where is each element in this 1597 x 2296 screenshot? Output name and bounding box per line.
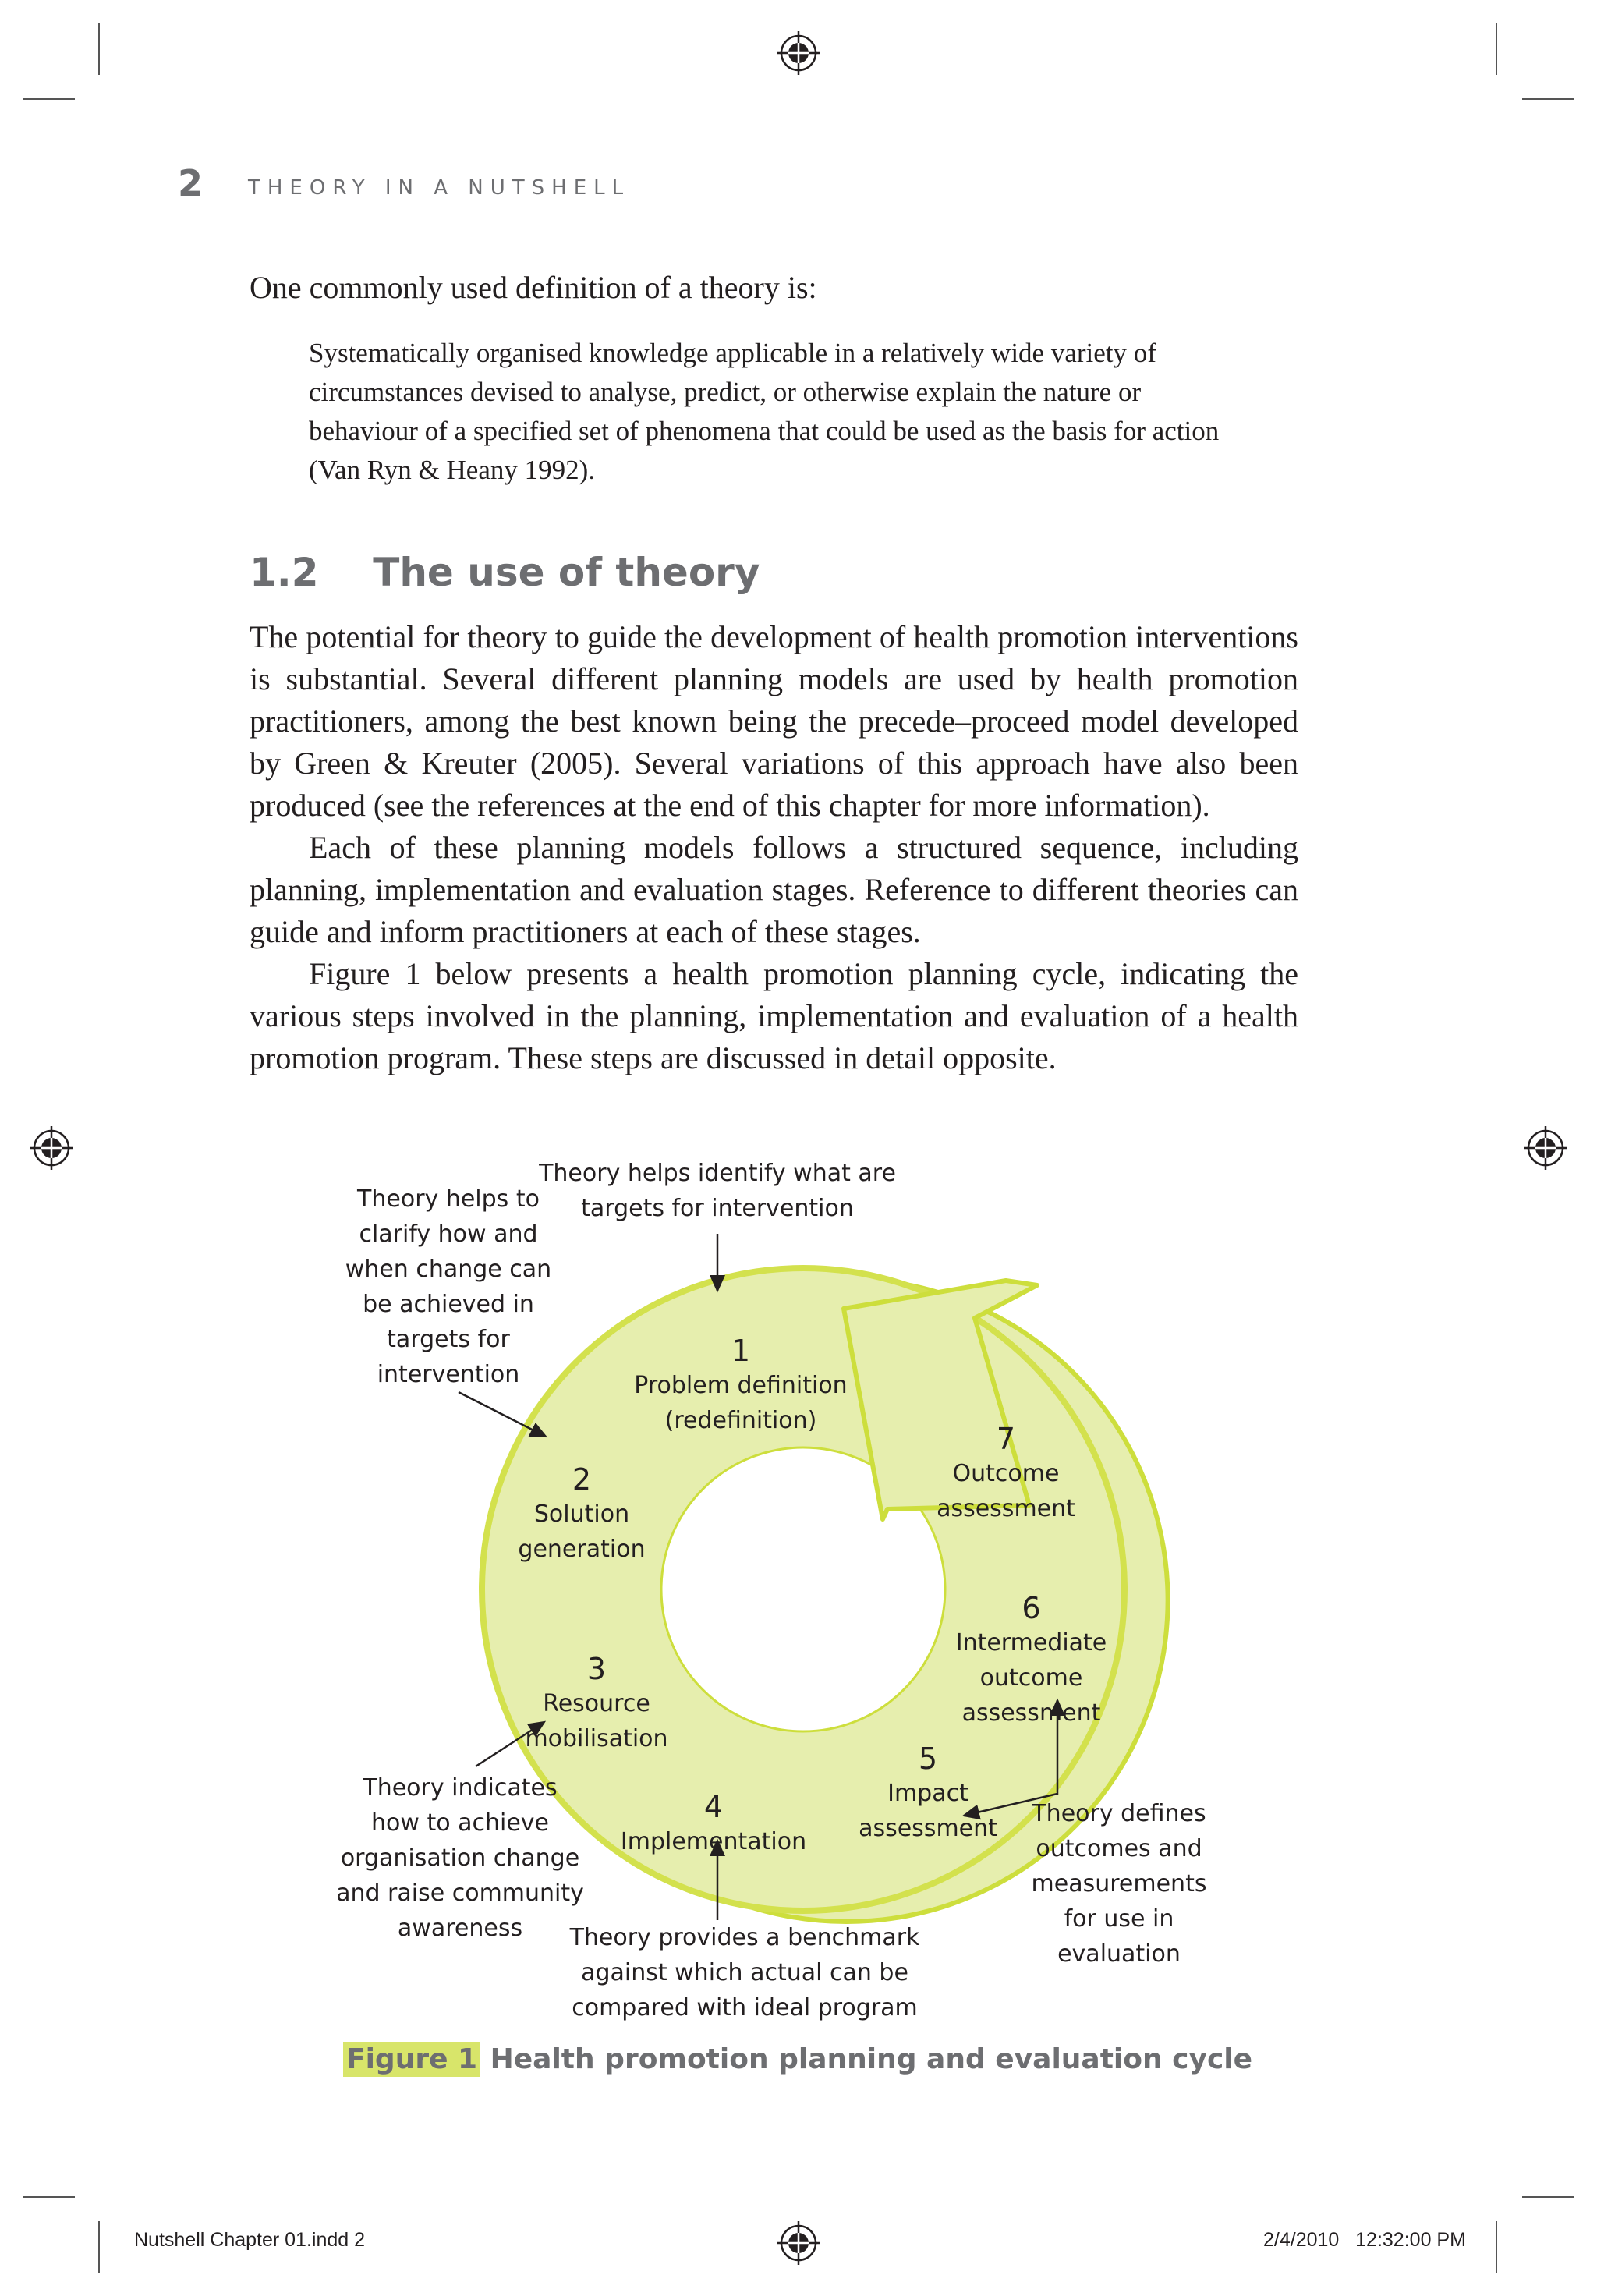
stage-1 (624, 1299, 858, 1438)
definition-quote: Systematically organised knowledge applicable in a relatively wide variety of circumstances devised to analyse, predict, or otherwise explain the nature or behaviour of a specified set of phenomena that could be used as the basis for action (Van Ryn & Heany 1992). (309, 338, 1220, 485)
figure-label: Figure 1 (343, 2042, 480, 2077)
stage-label: Problem definition (redefinition) (634, 1372, 848, 1434)
stage-6 (940, 1556, 1123, 1731)
paragraph: Figure 1 below presents a health promotion planning cycle, indicating the various steps involved in the planning, implementation and evaluation of a health promotion program. These steps are discussed in detail opposite. (250, 956, 1298, 1075)
stage-2 (496, 1427, 667, 1567)
annotation-identify: Theory helps identify what are targets for intervention (539, 1160, 896, 1222)
stage-label: Intermediate outcome assessment (955, 1629, 1107, 1727)
paragraph: The potential for theory to guide the development of health promotion interventions is substantial. Several different planning models are used by health promotion practitioners, among the best known being the precede–proceed model developed by Green & Kreuter (2005). Several variations of this approach have also been produced (see the references at the end of this chapter for more information). (250, 619, 1298, 823)
footer-timestamp: 2/4/2010 12:32:00 PM (1263, 2229, 1466, 2251)
stage-number: 2 (572, 1462, 592, 1497)
annotation-indicates: Theory indicates how to achieve organisation change and raise community awareness (336, 1774, 584, 1942)
stage-label: Implementation (620, 1828, 807, 1855)
annotation-defines: Theory defines outcomes and measurements for use in evaluation (1031, 1800, 1207, 1968)
stage-number: 1 (731, 1334, 751, 1368)
paragraph: Each of these planning models follows a structured sequence, including planning, implementation and evaluation stages. Reference to different theories can guide and inform practitioners at each of these stages. (250, 830, 1298, 949)
section-number: 1.2 (250, 550, 319, 595)
section-title: The use of theory (373, 550, 760, 595)
stage-number: 5 (918, 1741, 938, 1776)
stage-7 (920, 1387, 1092, 1526)
stage-number: 4 (703, 1790, 724, 1824)
annotation-benchmark: Theory provides a benchmark against which actual can be compared with ideal program (569, 1924, 920, 2021)
stage-number: 7 (996, 1422, 1016, 1456)
intro-text: One commonly used definition of a theory is: (250, 270, 817, 305)
stage-label: Impact assessment (859, 1780, 997, 1842)
stage-label: Outcome assessment (937, 1460, 1075, 1522)
figure-caption-text: Health promotion planning and evaluation cycle (480, 2043, 1253, 2075)
annotation-clarify: Theory helps to clarify how and when change can be achieved in targets for intervention (345, 1185, 552, 1388)
footer-filename: Nutshell Chapter 01.indd 2 (134, 2229, 366, 2251)
stage-number: 6 (1022, 1591, 1041, 1625)
stage-4 (608, 1755, 819, 1859)
page-number: 2 (178, 162, 204, 204)
stage-3 (503, 1617, 690, 1756)
running-head-title: THEORY IN A NUTSHELL (248, 176, 631, 200)
stage-label: Solution generation (518, 1501, 646, 1563)
stage-label: Resource mobilisation (525, 1690, 668, 1752)
stage-number: 3 (586, 1652, 607, 1686)
figure-caption (343, 2043, 1252, 2075)
